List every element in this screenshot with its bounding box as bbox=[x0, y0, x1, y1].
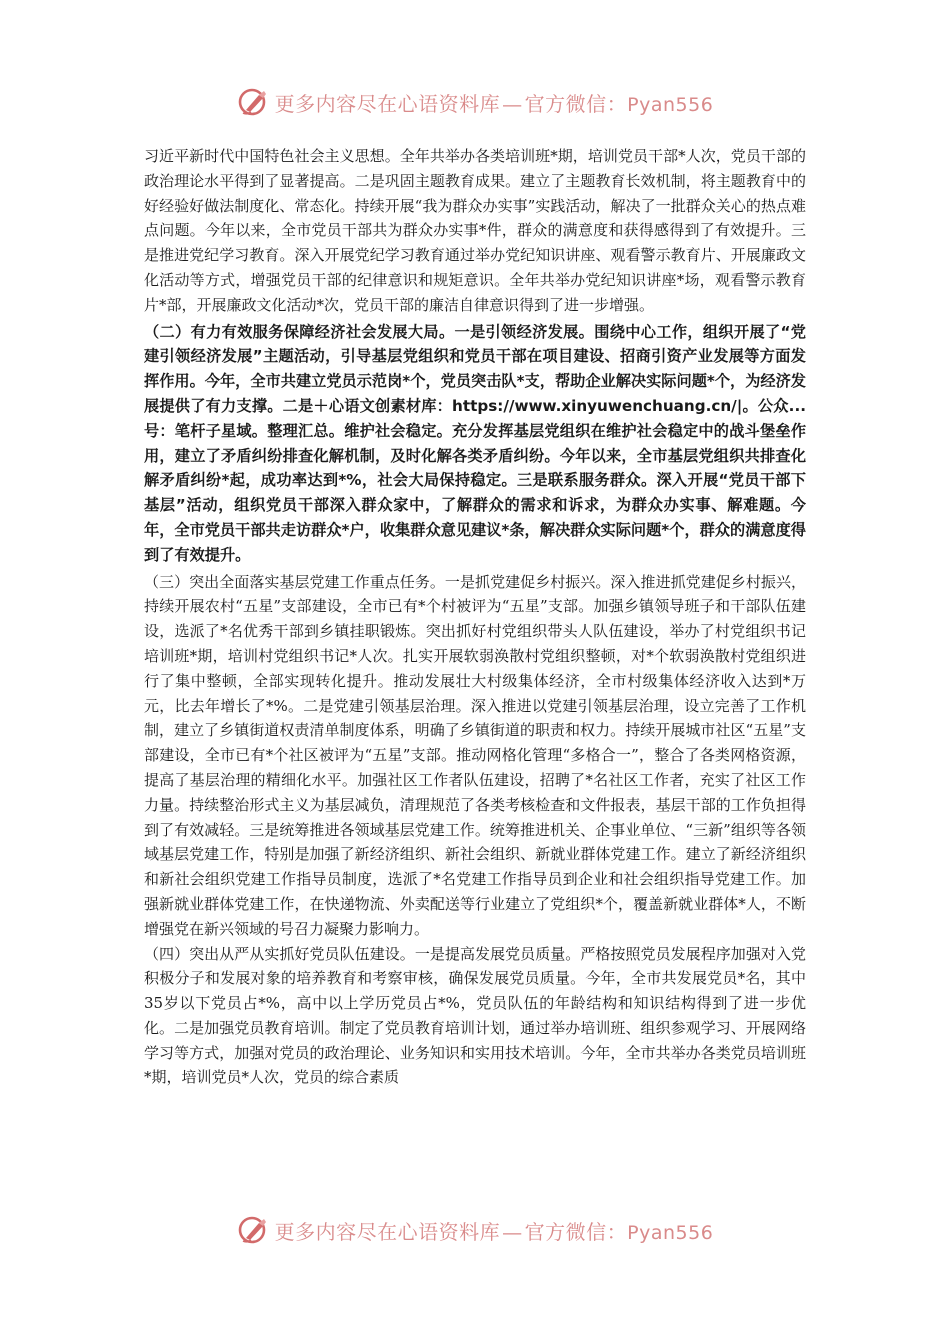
watermark-site-text: 更多内容尽在心语资料库 bbox=[274, 1219, 501, 1244]
watermark-separator: — bbox=[502, 91, 523, 116]
watermark-header bbox=[0, 82, 950, 122]
watermark-wechat-label: 官方微信： bbox=[524, 1219, 628, 1244]
paragraph-4: （四）突出从严从实抓好党员队伍建设。一是提高发展党员质量。严格按照党员发展程序加强对入党积极分子和发展对象的培养教育和考察审核，确保发展党员质量。今年，全市共发展党员*名，其中35岁以下党员占*%，高中以上学历党员占*%，党员队伍的年龄结构和知识结构得到了进一步优化。二是加强党员教育培训。制定了党员教育培训计划，通过举办培训班、组织参观学习、开展网络学习等方式，加强对党员的政治理论、业务知识和实用技术培训。今年，全市共举办各类党员培训班*期，培训党员*人次，党员的综合素质 bbox=[144, 944, 806, 1087]
paragraph-2-bold: （二）有力有效服务保障经济社会发展大局。一是引领经济发展。围绕中心工作，组织开展了“党建引领经济发展”主题活动，引导基层党组织和党员干部在项目建设、招商引资产业发展等方面发挥作用。今年，全市共建立党员示范岗*个，党员突击队*支，帮助企业解决实际问题*个，为经济发展提供了有力支撑。二是＋心语文创素材库：https://www.xinyuwenchuang.cn/|。公众...号：笔杆子星域。整理汇总。维护社会稳定。充分发挥基层党组织在维护社会稳定中的战斗堡垒作用，建立了矛盾纠纷排查化解机制，及时化解各类矛盾纠纷。今年以来，全市基层党组织共排查化解矛盾纠纷*起，成功率达到*%，社会大局保持稳定。三是联系服务群众。深入开展“党员干部下基层”活动，组织党员干部深入群众家中，了解群众的需求和诉求，为群众办实事、解难题。今年，全市党员干部共走访群众*户，收集群众意见建议*条，解决群众实际问题*个，群众的满意度得到了有效提升。 bbox=[144, 322, 806, 564]
pen-logo-icon bbox=[237, 1213, 271, 1247]
paragraph-1: 习近平新时代中国特色社会主义思想。全年共举办各类培训班*期，培训党员干部*人次，党员干部的政治理论水平得到了显著提高。二是巩固主题教育成果。建立了主题教育长效机制，将主题教育中的好经验好做法制度化、常态化。持续开展“我为群众办实事”实践活动，解决了一批群众关心的热点难点问题。今年以来，全市党员干部共为群众办实事*件，群众的满意度和获得感得到了有效提升。三是推进党纪学习教育。深入开展党纪学习教育通过举办党纪知识讲座、观看警示教育片、开展廉政文化活动等方式，增强党员干部的纪律意识和规矩意识。全年共举办党纪知识讲座*场，观看警示教育片*部，开展廉政文化活动*次，党员干部的廉洁自律意识得到了进一步增强。 bbox=[144, 147, 806, 314]
watermark-footer bbox=[0, 1210, 950, 1250]
watermark-wechat-label: 官方微信： bbox=[524, 91, 628, 116]
document-body bbox=[144, 144, 806, 1090]
watermark-wechat-id: Pyan556 bbox=[627, 93, 714, 116]
paragraph-3: （三）突出全面落实基层党建工作重点任务。一是抓党建促乡村振兴。深入推进抓党建促乡村振兴，持续开展农村“五星”支部建设，全市已有*个村被评为“五星”支部。加强乡镇领导班子和干部队伍建设，选派了*名优秀干部到乡镇挂职锻炼。突出抓好村党组织带头人队伍建设，举办了村党组织书记培训班*期，培训村党组织书记*人次。扎实开展软弱涣散村党组织整顿，对*个软弱涣散村党组织进行了集中整顿，全部实现转化提升。推动发展壮大村级集体经济，全市村级集体经济收入达到*万元，比去年增长了*%。二是党建引领基层治理。深入推进以党建引领基层治理，设立完善了工作机制，建立了乡镇街道权责清单制度体系，明确了乡镇街道的职责和权力。持续开展城市社区“五星”支部建设，全市已有*个社区被评为“五星”支部。推动网格化管理“多格合一”，整合了各类网格资源，提高了基层治理的精细化水平。加强社区工作者队伍建设，招聘了*名社区工作者，充实了社区工作力量。持续整治形式主义为基层减负，清理规范了各类考核检查和文件报表，基层干部的工作负担得到了有效减轻。三是统筹推进各领域基层党建工作。统筹推进机关、企事业单位、“三新”组织等各领域基层党建工作，特别是加强了新经济组织、新社会组织、新就业群体党建工作。建立了新经济组织和新社会组织党建工作指导员制度，选派了*名党建工作指导员到企业和社会组织指导党建工作。加强新就业群体党建工作，在快递物流、外卖配送等行业建立了党组织*个，覆盖新就业群体*人，不断增强党在新兴领域的号召力凝聚力影响力。 bbox=[144, 572, 806, 938]
watermark-wechat-id: Pyan556 bbox=[627, 1221, 714, 1244]
watermark-separator: — bbox=[502, 1219, 523, 1244]
pen-logo-icon bbox=[237, 85, 271, 119]
watermark-site-text: 更多内容尽在心语资料库 bbox=[274, 91, 501, 116]
